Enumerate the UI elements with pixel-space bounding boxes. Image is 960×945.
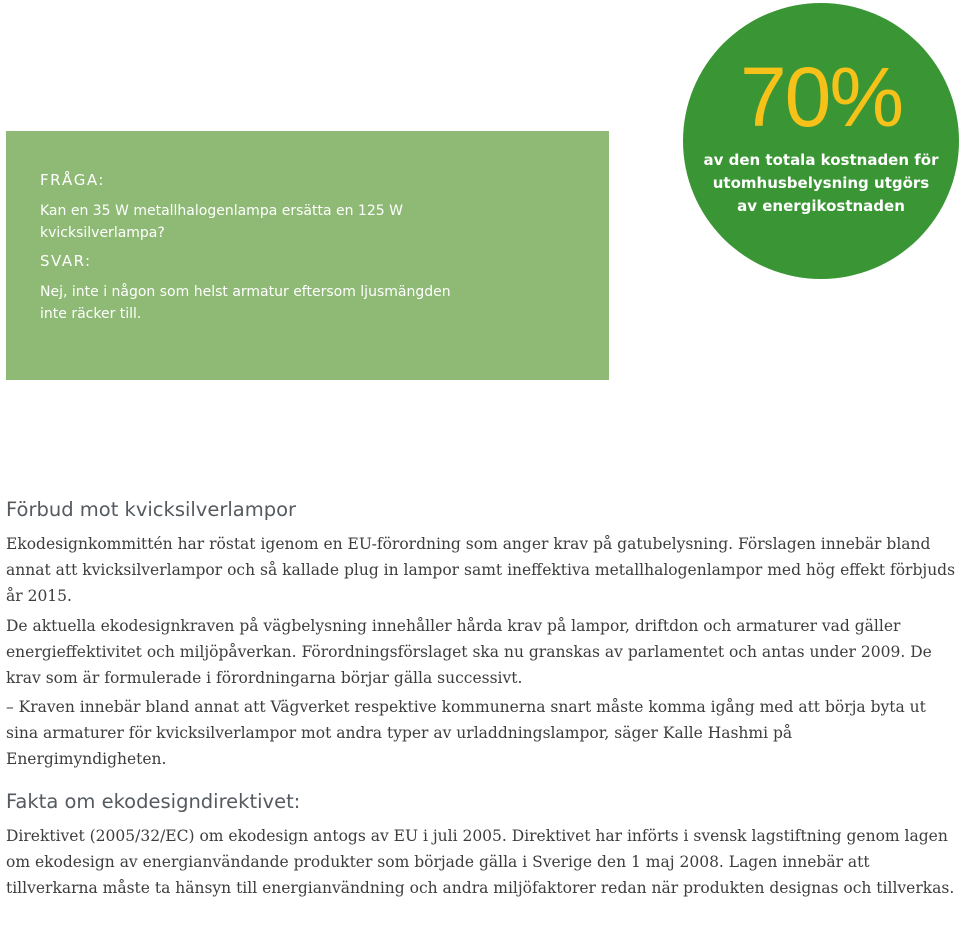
question-text: Kan en 35 W metallhalogenlampa ersätta en 125 W kvicksilverlampa?	[40, 203, 403, 241]
article-content	[6, 496, 956, 901]
qa-box	[6, 131, 609, 380]
answer-label: SVAR:	[40, 252, 92, 270]
facts-heading: Fakta om ekodesigndirektivet:	[6, 790, 301, 813]
facts-paragraph: Direktivet (2005/32/EC) om ekodesign antogs av EU i juli 2005. Direktivet har införts i svensk lagstiftning genom lagen om ekodesign av energianvändande produkter som började gälla i Sverige den 1 maj 2008. Lagen innebär att tillverkarna måste ta hänsyn till energianvändning och andra miljöfaktorer redan när produkten designas och tillverkas.	[6, 827, 955, 897]
stat-value: 70%	[739, 50, 903, 144]
section-heading: Förbud mot kvicksilverlampor	[6, 498, 297, 521]
question-label: FRÅGA:	[40, 171, 105, 189]
paragraph: Ekodesignkommittén har röstat igenom en EU-förordning som anger krav på gatubelysning. Förslagen innebär bland annat att kvicksilverlampor och så kallade plug in lampor samt ineffektiva metallhalogenlampor med hög effekt förbjuds år 2015.	[6, 535, 956, 605]
stat-circle	[683, 3, 959, 279]
answer-text: Nej, inte i någon som helst armatur eftersom ljusmängden inte räcker till.	[40, 284, 451, 322]
stat-caption: av den totala kostnaden för utomhusbelysning utgörs av energikostnaden	[703, 151, 939, 215]
quote-paragraph: – Kraven innebär bland annat att Vägverket respektive kommunerna snart måste komma igång med att börja byta ut sina armaturer för kvicksilverlampor mot andra typer av urladdningslampor, säger Kalle Hashmi på Energimyndigheten.	[6, 698, 926, 768]
paragraph: De aktuella ekodesignkraven på vägbelysning innehåller hårda krav på lampor, driftdon och armaturer vad gäller energieffektivitet och miljöpåverkan. Förordningsförslaget ska nu granskas av parlamentet och antas under 2009. De krav som är formulerade i förordningarna börjar gälla successivt.	[6, 617, 932, 687]
